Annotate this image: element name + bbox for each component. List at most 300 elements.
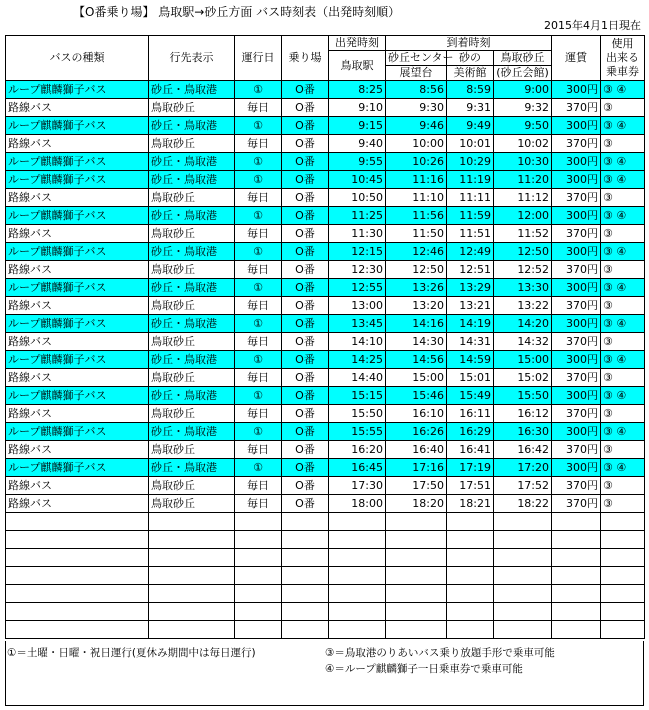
cell-operating-days: 毎日: [235, 333, 282, 351]
cell-arrival-dune-hall: 12:00: [494, 207, 552, 225]
cell-arrival-dune-hall: 15:00: [494, 351, 552, 369]
table-row: [6, 279, 645, 297]
cell-destination: 鳥取砂丘: [149, 369, 235, 387]
cell-bus-type: 路線バス: [6, 477, 149, 495]
cell-departure-time: 9:10: [329, 99, 386, 117]
empty-cell: [494, 531, 552, 549]
note-4: ④＝ループ麒麟獅子一日乗車券で乗車可能: [325, 663, 523, 675]
cell-fare: 300円: [552, 243, 601, 261]
cell-bus-type: ループ麒麟獅子バス: [6, 315, 149, 333]
cell-arrival-dune-center: 15:46: [386, 387, 447, 405]
cell-arrival-dune-center: 16:26: [386, 423, 447, 441]
cell-tickets: ③: [601, 135, 645, 153]
cell-platform: O番: [282, 351, 329, 369]
header-departure-group: 出発時刻: [329, 36, 386, 51]
cell-destination: 鳥取砂丘: [149, 99, 235, 117]
cell-arrival-dune-center: 9:30: [386, 99, 447, 117]
bus-timetable: [5, 35, 645, 639]
empty-row: [6, 621, 645, 639]
cell-destination: 鳥取砂丘: [149, 261, 235, 279]
cell-fare: 370円: [552, 333, 601, 351]
empty-cell: [6, 621, 149, 639]
empty-cell: [149, 549, 235, 567]
cell-departure-time: 15:15: [329, 387, 386, 405]
cell-bus-type: ループ麒麟獅子バス: [6, 207, 149, 225]
cell-departure-time: 16:20: [329, 441, 386, 459]
cell-arrival-dune-hall: 11:12: [494, 189, 552, 207]
cell-platform: O番: [282, 495, 329, 513]
cell-arrival-sand-museum: 9:31: [447, 99, 494, 117]
cell-tickets: ③ ④: [601, 243, 645, 261]
cell-departure-time: 14:25: [329, 351, 386, 369]
empty-cell: [552, 513, 601, 531]
empty-cell: [6, 585, 149, 603]
empty-cell: [494, 549, 552, 567]
cell-arrival-dune-hall: 12:52: [494, 261, 552, 279]
table-row: [6, 333, 645, 351]
cell-departure-time: 17:30: [329, 477, 386, 495]
empty-cell: [386, 567, 447, 585]
empty-cell: [282, 621, 329, 639]
cell-arrival-dune-hall: 13:22: [494, 297, 552, 315]
empty-cell: [552, 603, 601, 621]
timetable-title-text: 【O番乗り場】 鳥取駅→砂丘方面 バス時刻表（出発時刻順）: [73, 5, 401, 19]
table-row: [6, 99, 645, 117]
empty-cell: [386, 549, 447, 567]
cell-tickets: ③: [601, 333, 645, 351]
cell-operating-days: ①: [235, 207, 282, 225]
cell-platform: O番: [282, 243, 329, 261]
cell-bus-type: 路線バス: [6, 369, 149, 387]
cell-operating-days: ①: [235, 81, 282, 99]
header-fare: 運賃: [552, 36, 601, 81]
cell-tickets: ③ ④: [601, 387, 645, 405]
cell-tickets: ③ ④: [601, 315, 645, 333]
cell-arrival-dune-center: 11:50: [386, 225, 447, 243]
cell-fare: 370円: [552, 135, 601, 153]
cell-arrival-sand-museum: 11:51: [447, 225, 494, 243]
cell-bus-type: ループ麒麟獅子バス: [6, 459, 149, 477]
cell-platform: O番: [282, 477, 329, 495]
cell-arrival-sand-museum: 17:51: [447, 477, 494, 495]
cell-tickets: ③ ④: [601, 423, 645, 441]
cell-fare: 300円: [552, 315, 601, 333]
header-arrival-1-line2: 展望台: [386, 66, 447, 81]
cell-departure-time: 9:15: [329, 117, 386, 135]
cell-platform: O番: [282, 405, 329, 423]
cell-bus-type: 路線バス: [6, 261, 149, 279]
cell-bus-type: ループ麒麟獅子バス: [6, 243, 149, 261]
cell-arrival-dune-hall: 9:50: [494, 117, 552, 135]
table-row: [6, 315, 645, 333]
cell-arrival-dune-hall: 16:30: [494, 423, 552, 441]
cell-platform: O番: [282, 279, 329, 297]
cell-arrival-dune-hall: 16:42: [494, 441, 552, 459]
cell-platform: O番: [282, 369, 329, 387]
cell-arrival-dune-hall: 11:52: [494, 225, 552, 243]
cell-departure-time: 11:25: [329, 207, 386, 225]
empty-cell: [552, 567, 601, 585]
cell-arrival-sand-museum: 16:41: [447, 441, 494, 459]
cell-destination: 砂丘・鳥取港: [149, 207, 235, 225]
empty-row: [6, 585, 645, 603]
cell-destination: 砂丘・鳥取港: [149, 351, 235, 369]
cell-arrival-dune-hall: 15:02: [494, 369, 552, 387]
cell-departure-time: 14:40: [329, 369, 386, 387]
cell-fare: 370円: [552, 405, 601, 423]
empty-cell: [149, 585, 235, 603]
empty-row: [6, 531, 645, 549]
header-tickets: [601, 36, 645, 81]
cell-platform: O番: [282, 207, 329, 225]
empty-cell: [601, 603, 645, 621]
note-1: ①＝土曜・日曜・祝日運行(夏休み期間中は毎日運行): [7, 647, 256, 659]
cell-arrival-dune-hall: 15:50: [494, 387, 552, 405]
empty-cell: [329, 549, 386, 567]
cell-bus-type: 路線バス: [6, 441, 149, 459]
cell-fare: 370円: [552, 189, 601, 207]
table-row: [6, 135, 645, 153]
cell-destination: 鳥取砂丘: [149, 297, 235, 315]
cell-arrival-dune-center: 15:00: [386, 369, 447, 387]
cell-operating-days: ①: [235, 243, 282, 261]
cell-arrival-dune-center: 10:00: [386, 135, 447, 153]
cell-departure-time: 10:45: [329, 171, 386, 189]
cell-fare: 370円: [552, 261, 601, 279]
cell-arrival-sand-museum: 11:11: [447, 189, 494, 207]
cell-destination: 砂丘・鳥取港: [149, 459, 235, 477]
cell-arrival-sand-museum: 18:21: [447, 495, 494, 513]
header-bus-type: バスの種類: [6, 36, 149, 81]
empty-cell: [282, 531, 329, 549]
cell-arrival-dune-center: 11:16: [386, 171, 447, 189]
cell-operating-days: 毎日: [235, 405, 282, 423]
cell-operating-days: ①: [235, 315, 282, 333]
table-row: [6, 477, 645, 495]
table-row: [6, 459, 645, 477]
header-arrival-2-line1: 砂の: [447, 51, 494, 66]
empty-cell: [386, 585, 447, 603]
cell-arrival-dune-hall: 14:32: [494, 333, 552, 351]
empty-cell: [149, 603, 235, 621]
cell-fare: 300円: [552, 423, 601, 441]
empty-cell: [494, 585, 552, 603]
empty-cell: [149, 621, 235, 639]
header-tickets-line1: 使用: [611, 37, 634, 50]
cell-arrival-dune-center: 11:10: [386, 189, 447, 207]
cell-arrival-dune-hall: 14:20: [494, 315, 552, 333]
cell-bus-type: 路線バス: [6, 225, 149, 243]
cell-arrival-dune-center: 14:16: [386, 315, 447, 333]
empty-cell: [386, 603, 447, 621]
cell-platform: O番: [282, 333, 329, 351]
header-operating-days: 運行日: [235, 36, 282, 81]
empty-cell: [235, 531, 282, 549]
cell-platform: O番: [282, 189, 329, 207]
table-row: [6, 117, 645, 135]
empty-cell: [386, 621, 447, 639]
empty-cell: [447, 621, 494, 639]
cell-destination: 砂丘・鳥取港: [149, 243, 235, 261]
cell-departure-time: 14:10: [329, 333, 386, 351]
cell-destination: 鳥取砂丘: [149, 405, 235, 423]
empty-cell: [149, 567, 235, 585]
timetable-title: [0, 4, 649, 20]
table-row: [6, 387, 645, 405]
timetable-header: [6, 36, 645, 81]
cell-destination: 砂丘・鳥取港: [149, 315, 235, 333]
empty-cell: [329, 585, 386, 603]
cell-fare: 300円: [552, 207, 601, 225]
cell-arrival-sand-museum: 8:59: [447, 81, 494, 99]
empty-cell: [601, 567, 645, 585]
cell-fare: 300円: [552, 81, 601, 99]
cell-operating-days: ①: [235, 459, 282, 477]
cell-arrival-sand-museum: 15:01: [447, 369, 494, 387]
cell-tickets: ③ ④: [601, 459, 645, 477]
empty-cell: [494, 621, 552, 639]
empty-cell: [329, 621, 386, 639]
cell-arrival-sand-museum: 14:59: [447, 351, 494, 369]
empty-cell: [601, 513, 645, 531]
empty-cell: [282, 603, 329, 621]
empty-cell: [494, 513, 552, 531]
cell-platform: O番: [282, 99, 329, 117]
cell-operating-days: 毎日: [235, 261, 282, 279]
cell-departure-time: 15:50: [329, 405, 386, 423]
empty-cell: [282, 567, 329, 585]
cell-departure-time: 10:50: [329, 189, 386, 207]
cell-platform: O番: [282, 117, 329, 135]
empty-cell: [447, 531, 494, 549]
note-3: ③＝鳥取港のりあいバス乗り放題手形で乗車可能: [325, 647, 555, 659]
cell-arrival-dune-center: 8:56: [386, 81, 447, 99]
header-arrival-2-line2: 美術館: [447, 66, 494, 81]
table-row: [6, 207, 645, 225]
cell-tickets: ③: [601, 477, 645, 495]
table-row: [6, 81, 645, 99]
empty-cell: [386, 513, 447, 531]
empty-row: [6, 603, 645, 621]
empty-cell: [235, 585, 282, 603]
cell-arrival-sand-museum: 16:11: [447, 405, 494, 423]
empty-cell: [235, 549, 282, 567]
cell-arrival-dune-hall: 16:12: [494, 405, 552, 423]
cell-destination: 砂丘・鳥取港: [149, 117, 235, 135]
cell-fare: 370円: [552, 477, 601, 495]
cell-departure-time: 12:30: [329, 261, 386, 279]
cell-platform: O番: [282, 153, 329, 171]
cell-destination: 砂丘・鳥取港: [149, 81, 235, 99]
cell-platform: O番: [282, 459, 329, 477]
cell-arrival-sand-museum: 12:51: [447, 261, 494, 279]
cell-bus-type: ループ麒麟獅子バス: [6, 279, 149, 297]
empty-cell: [329, 567, 386, 585]
empty-cell: [149, 513, 235, 531]
empty-row: [6, 549, 645, 567]
cell-destination: 砂丘・鳥取港: [149, 279, 235, 297]
cell-destination: 砂丘・鳥取港: [149, 153, 235, 171]
cell-departure-time: 13:45: [329, 315, 386, 333]
cell-departure-time: 12:15: [329, 243, 386, 261]
cell-tickets: ③ ④: [601, 81, 645, 99]
cell-operating-days: 毎日: [235, 369, 282, 387]
empty-cell: [282, 513, 329, 531]
cell-platform: O番: [282, 225, 329, 243]
empty-cell: [386, 531, 447, 549]
cell-tickets: ③: [601, 495, 645, 513]
empty-row: [6, 513, 645, 531]
cell-arrival-sand-museum: 17:19: [447, 459, 494, 477]
notes-box: [5, 641, 644, 706]
cell-platform: O番: [282, 171, 329, 189]
cell-tickets: ③: [601, 99, 645, 117]
table-row: [6, 171, 645, 189]
empty-cell: [552, 621, 601, 639]
table-row: [6, 441, 645, 459]
cell-operating-days: ①: [235, 279, 282, 297]
cell-tickets: ③ ④: [601, 171, 645, 189]
cell-arrival-dune-center: 18:20: [386, 495, 447, 513]
header-arrival-1-line1: 砂丘センター: [386, 51, 447, 66]
empty-cell: [329, 531, 386, 549]
cell-arrival-sand-museum: 13:29: [447, 279, 494, 297]
empty-cell: [6, 603, 149, 621]
cell-fare: 370円: [552, 225, 601, 243]
cell-tickets: ③: [601, 225, 645, 243]
cell-arrival-dune-center: 12:46: [386, 243, 447, 261]
cell-platform: O番: [282, 423, 329, 441]
empty-cell: [329, 513, 386, 531]
cell-arrival-sand-museum: 11:59: [447, 207, 494, 225]
cell-operating-days: 毎日: [235, 189, 282, 207]
header-arrival-3-line1: 鳥取砂丘: [494, 51, 552, 66]
header-platform: 乗り場: [282, 36, 329, 81]
cell-departure-time: 12:55: [329, 279, 386, 297]
cell-operating-days: ①: [235, 387, 282, 405]
cell-tickets: ③: [601, 405, 645, 423]
cell-platform: O番: [282, 261, 329, 279]
cell-operating-days: 毎日: [235, 135, 282, 153]
empty-cell: [6, 567, 149, 585]
empty-cell: [447, 603, 494, 621]
cell-arrival-sand-museum: 14:31: [447, 333, 494, 351]
cell-operating-days: 毎日: [235, 441, 282, 459]
cell-fare: 300円: [552, 279, 601, 297]
empty-cell: [601, 531, 645, 549]
cell-departure-time: 15:55: [329, 423, 386, 441]
cell-destination: 砂丘・鳥取港: [149, 387, 235, 405]
cell-fare: 300円: [552, 117, 601, 135]
cell-arrival-dune-center: 17:16: [386, 459, 447, 477]
cell-operating-days: ①: [235, 171, 282, 189]
cell-arrival-dune-hall: 17:20: [494, 459, 552, 477]
cell-operating-days: ①: [235, 117, 282, 135]
cell-arrival-dune-center: 11:56: [386, 207, 447, 225]
cell-arrival-dune-center: 17:50: [386, 477, 447, 495]
cell-fare: 300円: [552, 459, 601, 477]
table-row: [6, 261, 645, 279]
cell-arrival-sand-museum: 14:19: [447, 315, 494, 333]
cell-departure-time: 11:30: [329, 225, 386, 243]
cell-departure-time: 18:00: [329, 495, 386, 513]
cell-departure-time: 9:40: [329, 135, 386, 153]
cell-arrival-dune-center: 14:30: [386, 333, 447, 351]
empty-cell: [149, 531, 235, 549]
empty-cell: [235, 567, 282, 585]
cell-arrival-dune-hall: 13:30: [494, 279, 552, 297]
empty-cell: [447, 585, 494, 603]
timetable-body: [6, 81, 645, 639]
cell-arrival-sand-museum: 15:49: [447, 387, 494, 405]
cell-fare: 300円: [552, 387, 601, 405]
cell-bus-type: ループ麒麟獅子バス: [6, 117, 149, 135]
header-tickets-line2: 出来る: [606, 51, 640, 64]
header-destination: 行先表示: [149, 36, 235, 81]
cell-arrival-sand-museum: 10:01: [447, 135, 494, 153]
cell-fare: 300円: [552, 153, 601, 171]
cell-platform: O番: [282, 315, 329, 333]
empty-cell: [329, 603, 386, 621]
cell-bus-type: ループ麒麟獅子バス: [6, 351, 149, 369]
cell-tickets: ③: [601, 189, 645, 207]
cell-destination: 鳥取砂丘: [149, 189, 235, 207]
cell-operating-days: 毎日: [235, 99, 282, 117]
table-row: [6, 423, 645, 441]
cell-operating-days: 毎日: [235, 297, 282, 315]
table-row: [6, 495, 645, 513]
cell-arrival-dune-center: 12:50: [386, 261, 447, 279]
cell-bus-type: 路線バス: [6, 99, 149, 117]
empty-cell: [447, 513, 494, 531]
cell-arrival-dune-hall: 11:20: [494, 171, 552, 189]
cell-fare: 370円: [552, 369, 601, 387]
cell-arrival-sand-museum: 12:49: [447, 243, 494, 261]
cell-bus-type: ループ麒麟獅子バス: [6, 387, 149, 405]
cell-platform: O番: [282, 135, 329, 153]
cell-arrival-dune-hall: 9:00: [494, 81, 552, 99]
cell-departure-time: 9:55: [329, 153, 386, 171]
cell-arrival-dune-center: 13:26: [386, 279, 447, 297]
cell-arrival-dune-center: 16:10: [386, 405, 447, 423]
cell-operating-days: ①: [235, 351, 282, 369]
header-tickets-line3: 乗車券: [606, 65, 640, 78]
table-row: [6, 189, 645, 207]
table-row: [6, 225, 645, 243]
empty-cell: [494, 603, 552, 621]
cell-destination: 鳥取砂丘: [149, 135, 235, 153]
cell-destination: 砂丘・鳥取港: [149, 423, 235, 441]
cell-bus-type: 路線バス: [6, 333, 149, 351]
empty-cell: [552, 531, 601, 549]
cell-destination: 鳥取砂丘: [149, 225, 235, 243]
cell-tickets: ③: [601, 369, 645, 387]
cell-bus-type: 路線バス: [6, 297, 149, 315]
cell-arrival-sand-museum: 13:21: [447, 297, 494, 315]
cell-arrival-dune-center: 9:46: [386, 117, 447, 135]
cell-arrival-dune-hall: 10:02: [494, 135, 552, 153]
cell-destination: 鳥取砂丘: [149, 441, 235, 459]
header-arrival-3-line2: (砂丘会館): [494, 66, 552, 81]
cell-tickets: ③ ④: [601, 351, 645, 369]
cell-destination: 鳥取砂丘: [149, 495, 235, 513]
cell-bus-type: 路線バス: [6, 405, 149, 423]
cell-tickets: ③ ④: [601, 153, 645, 171]
cell-arrival-sand-museum: 16:29: [447, 423, 494, 441]
cell-destination: 鳥取砂丘: [149, 477, 235, 495]
cell-arrival-dune-center: 14:56: [386, 351, 447, 369]
cell-tickets: ③ ④: [601, 279, 645, 297]
